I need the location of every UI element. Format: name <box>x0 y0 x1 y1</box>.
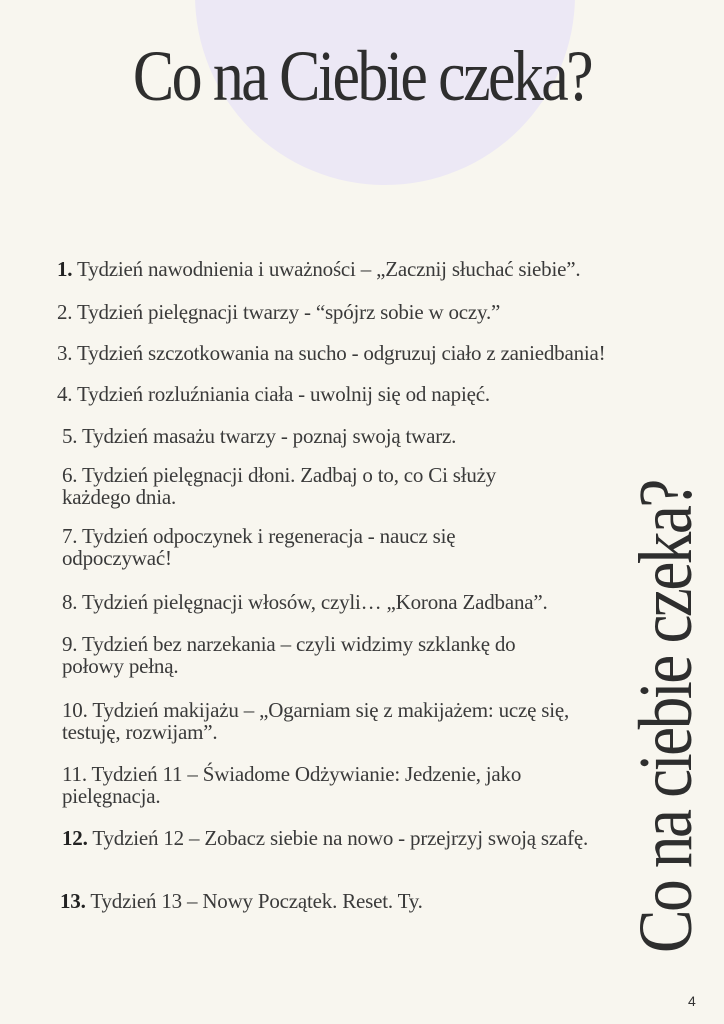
list-item <box>62 827 592 849</box>
list-item-number: 7. <box>62 524 78 548</box>
list-item <box>62 763 572 807</box>
list-item-text: Tydzień pielęgnacji dłoni. Zadbaj o to, co Ci służy każdego dnia. <box>62 463 497 509</box>
list-item-text: Tydzień makijażu – „Ogarniam się z makijażem: uczę się, testuję, rozwijam”. <box>62 698 570 744</box>
list-item <box>57 342 677 364</box>
list-item-number: 13. <box>60 889 86 913</box>
vertical-title <box>618 481 714 953</box>
list-item-number: 1. <box>57 257 73 281</box>
list-item <box>62 425 622 447</box>
page-title: Co na Ciebie czeka? <box>132 36 592 116</box>
list-item-text: Tydzień masażu twarzy - poznaj swoją twarz. <box>82 424 457 448</box>
list-item-text: Tydzień 13 – Nowy Początek. Reset. Ty. <box>90 889 423 913</box>
list-item-number: 5. <box>62 424 78 448</box>
list-item-text: Tydzień nawodnienia i uważności – „Zacznij słuchać siebie”. <box>77 257 581 281</box>
list-item-text: Tydzień szczotkowania na sucho - odgruzuj ciało z zaniedbania! <box>77 341 606 365</box>
page-number: 4 <box>688 993 696 1009</box>
list-item-text: Tydzień 11 – Świadome Odżywianie: Jedzenie, jako pielęgnacja. <box>62 762 522 808</box>
list-item-number: 6. <box>62 463 78 487</box>
list-item-text: Tydzień bez narzekania – czyli widzimy szklankę do połowy pełną. <box>62 632 516 678</box>
list-item-text: Tydzień pielęgnacji twarzy - “spójrz sobie w oczy.” <box>77 300 501 324</box>
list-item-text: Tydzień pielęgnacji włosów, czyli… „Korona Zadbana”. <box>82 590 548 614</box>
list-item-number: 9. <box>62 632 78 656</box>
list-item-number: 11. <box>62 762 87 786</box>
list-item-number: 3. <box>57 341 73 365</box>
list-item-text: Tydzień odpoczynek i regeneracja - naucz się odpoczywać! <box>62 524 456 570</box>
list-item <box>60 890 580 912</box>
list-item <box>62 591 622 613</box>
list-item-number: 12. <box>62 826 88 850</box>
list-item-number: 10. <box>62 698 88 722</box>
list-item <box>62 699 618 743</box>
list-item-number: 8. <box>62 590 78 614</box>
list-item <box>57 301 657 323</box>
list-item <box>62 464 562 508</box>
list-item <box>62 525 542 569</box>
list-item-text: Tydzień 12 – Zobacz siebie na nowo - przejrzyj swoją szafę. <box>92 826 589 850</box>
list-item-text: Tydzień rozluźniania ciała - uwolnij się od napięć. <box>77 382 490 406</box>
list-item-number: 2. <box>57 300 73 324</box>
list-item <box>57 383 657 405</box>
list-item <box>57 258 657 280</box>
vertical-title-text: Co na ciebie czeka? <box>624 481 708 953</box>
list-item <box>62 633 552 677</box>
list-item-number: 4. <box>57 382 73 406</box>
